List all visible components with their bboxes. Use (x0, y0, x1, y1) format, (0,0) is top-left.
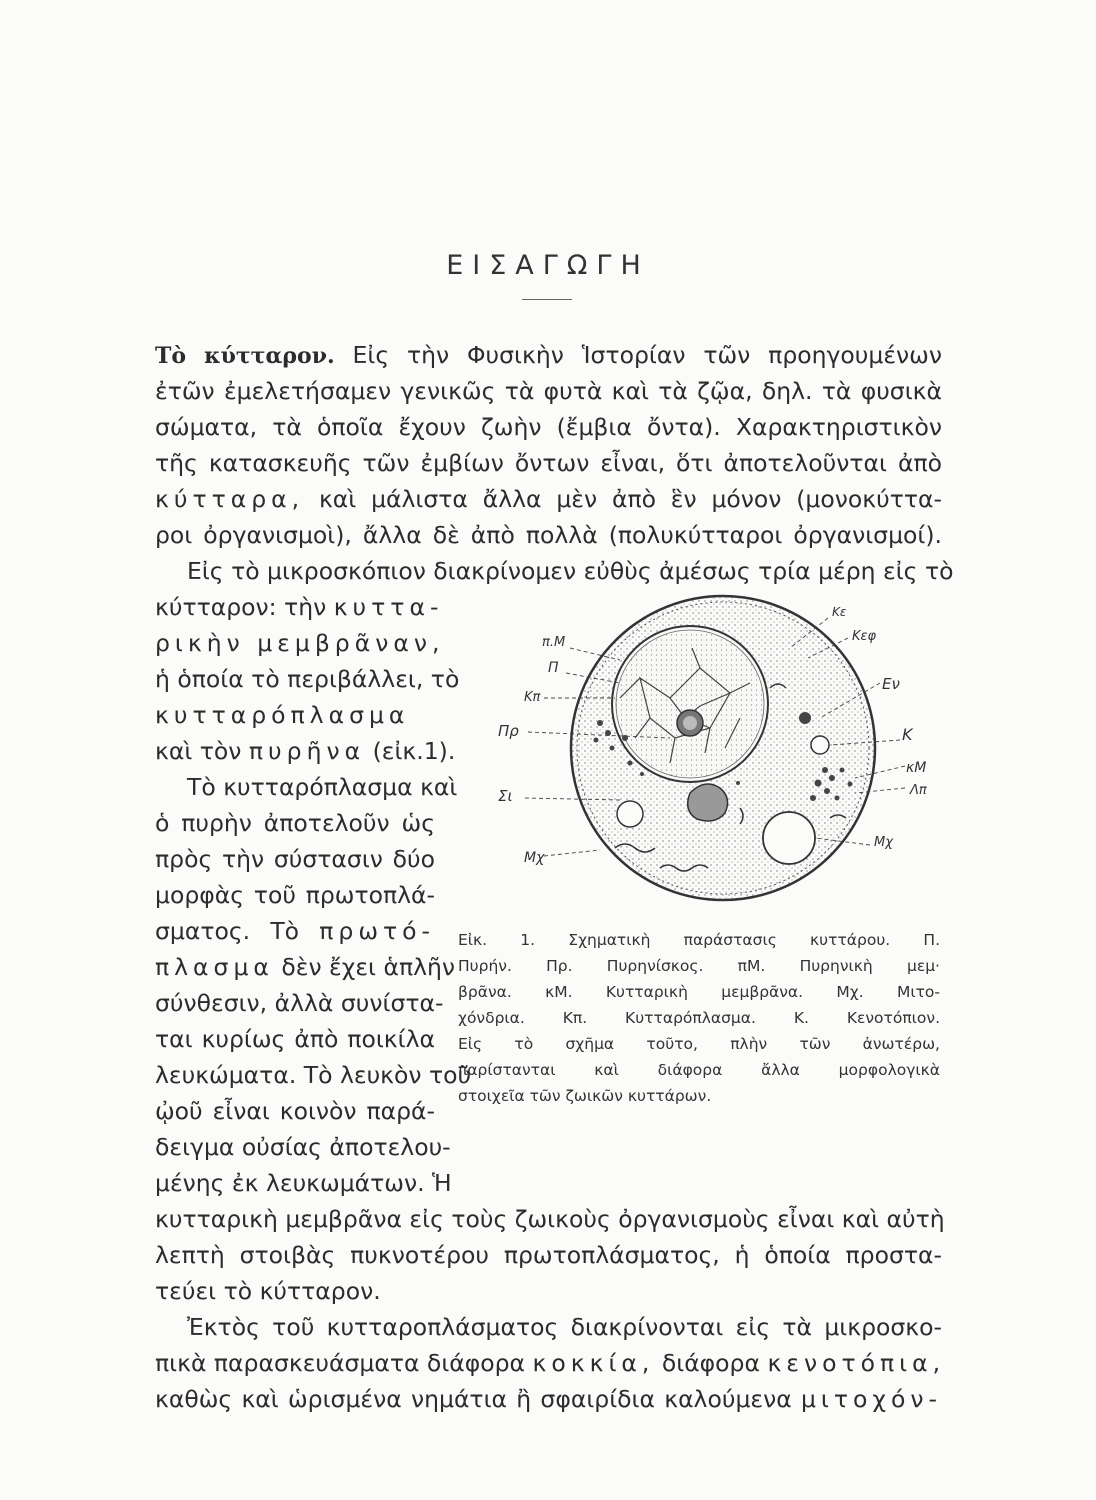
label-P: Π (548, 660, 559, 676)
caption-line: Πυρήν. Πρ. Πυρηνίσκος. πΜ. Πυρηνικὴ μεμ· (458, 957, 940, 975)
text-line: καὶ τὸν πυρῆνα (εἰκ.1). (155, 737, 456, 765)
text-line: σώματα, τὰ ὁποῖα ἔχουν ζωὴν (ἔμβια ὄντα). Χαρακτηριστικὸν (155, 413, 942, 441)
label-K: Κ (902, 725, 913, 744)
text-line: Τὸ κυτταρόπλασμα καὶ (187, 773, 458, 801)
text-line: πρὸς τὴν σύστασιν δύο (155, 845, 435, 873)
text-line: κύτταρον: τὴν κυττα- (155, 593, 444, 621)
vacuole (617, 801, 643, 827)
label-Ke: Κε (832, 605, 847, 619)
label-Ev: Εν (882, 675, 900, 693)
caption-line: βρᾶνα. κΜ. Κυτταρικὴ μεμβρᾶνα. Μχ. Μιτο- (458, 983, 940, 1001)
text-line: πικὰ παρασκευάσματα διάφορα κοκκία, διάφορα κενοτόπια, (155, 1349, 946, 1377)
text-line: Τὸ κύτταρον. Εἰς τὴν Φυσικὴν Ἱστορίαν τῶν προηγουμένων (155, 341, 942, 369)
spaced-term: κενοτόπια, (767, 1349, 946, 1377)
spaced-term: πυρῆνα (248, 737, 366, 765)
text-line: δειγμα οὐσίας ἀποτελου- (155, 1133, 451, 1161)
text-line: λευκώματα. Τὸ λευκὸν τοῦ (155, 1061, 472, 1089)
text-line: κυτταρικὴ μεμβρᾶνα εἰς τοὺς ζωικοὺς ὀργανισμοὺς εἶναι καὶ αὐτὴ (155, 1205, 945, 1233)
text-line: ὁ πυρὴν ἀποτελοῦν ὡς (155, 809, 435, 837)
caption-line: παρίστανται καὶ διάφορα ἄλλα μορφολογικὰ (458, 1061, 940, 1079)
label-Si: Σι (498, 787, 513, 805)
label-Mx-left: Μχ (524, 850, 545, 866)
spaced-term: κύτταρα, (155, 485, 305, 513)
golgi-body (688, 784, 728, 821)
text-line: μορφὰς τοῦ πρωτοπλά- (155, 881, 435, 909)
label-kM: κΜ (906, 760, 927, 776)
text-line: ται κυρίως ἀπὸ ποικίλα (155, 1025, 435, 1053)
spaced-term: κοκκία, (532, 1349, 655, 1377)
text-line: σύνθεσιν, ἀλλὰ συνίστα- (155, 989, 444, 1017)
chapter-heading: ΕΙΣΑΓΩΓΗ (446, 250, 650, 281)
heading-rule (522, 299, 572, 300)
text-line: καθὼς καὶ ὡρισμένα νημάτια ἢ σφαιρίδια καλούμενα μιτοχόν- (155, 1385, 942, 1413)
text-line: ἐτῶν ἐμελετήσαμεν γενικῶς τὰ φυτὰ καὶ τὰ ζῷα, δηλ. τὰ φυσικὰ (155, 377, 942, 405)
text-line: τῆς κατασκευῆς τῶν ἐμβίων ὄντων εἶναι, ὅτι ἀποτελοῦνται ἀπὸ (155, 449, 942, 477)
text-line: ἡ ὁποία τὸ περιβάλλει, τὸ (155, 665, 460, 693)
label-Kef: Κεφ (852, 629, 877, 644)
label-Mx-right: Μχ (874, 835, 893, 850)
text-line: Εἰς τὸ μικροσκόπιον διακρίνομεν εὐθὺς ἀμέσως τρία μέρη εἰς τὸ (187, 557, 954, 585)
text-line: σματος. Τὸ πρωτό- (155, 917, 435, 945)
spaced-term: πρωτό- (319, 917, 435, 945)
text-line: κυτταρόπλασμα (155, 701, 410, 729)
caption-line: χόνδρια. Κπ. Κυτταρόπλασμα. Κ. Κενοτόπιον. (458, 1009, 940, 1027)
vacuole (763, 812, 815, 864)
label-Pr: Πρ (498, 722, 519, 740)
caption-line: στοιχεῖα τῶν ζωικῶν κυττάρων. (458, 1087, 712, 1105)
text-line: ρικὴν μεμβρᾶναν, (155, 629, 445, 657)
caption-line: Εἰς τὸ σχῆμα τοῦτο, πλὴν τῶν ἀνωτέρω, (458, 1035, 940, 1053)
text-line: ροι ὀργανισμοὶ), ἄλλα δὲ ἀπὸ πολλὰ (πολυκύτταροι ὀργανισμοί). (155, 521, 942, 549)
text-line: πλασμα δὲν ἔχει ἁπλῆν (155, 953, 456, 981)
spaced-term: μιτοχόν- (800, 1385, 942, 1413)
cell-diagram (470, 588, 950, 918)
label-Kp: Κπ (524, 690, 541, 705)
text-line: ᾠοῦ εἶναι κοινὸν παρά- (155, 1097, 435, 1125)
vacuole (811, 736, 829, 754)
text-line: τεύει τὸ κύτταρον. (155, 1277, 381, 1305)
text-line: μένης ἐκ λευκωμάτων. Ἡ (155, 1169, 452, 1197)
text-line: Ἐκτὸς τοῦ κυτταροπλάσματος διακρίνονται εἰς τὰ μικροσκο- (187, 1313, 942, 1341)
caption-line: Εἰκ. 1. Σχηματικὴ παράστασις κυττάρου. Π. (458, 931, 940, 949)
section-title: Τὸ κύτταρον. (155, 343, 335, 369)
spaced-term: κυττα- (333, 593, 444, 621)
label-Lp: Λπ (910, 783, 927, 798)
text-line: κύτταρα, καὶ μάλιστα ἄλλα μὲν ἀπὸ ἓν μόνον (μονοκύττα- (155, 485, 942, 513)
spaced-term: πλασμα (155, 953, 274, 981)
text-line: λεπτὴ στοιβὰς πυκνοτέρου πρωτοπλάσματος, ἡ ὁποία προστα- (155, 1241, 942, 1269)
label-pM: π.Μ (542, 635, 566, 650)
